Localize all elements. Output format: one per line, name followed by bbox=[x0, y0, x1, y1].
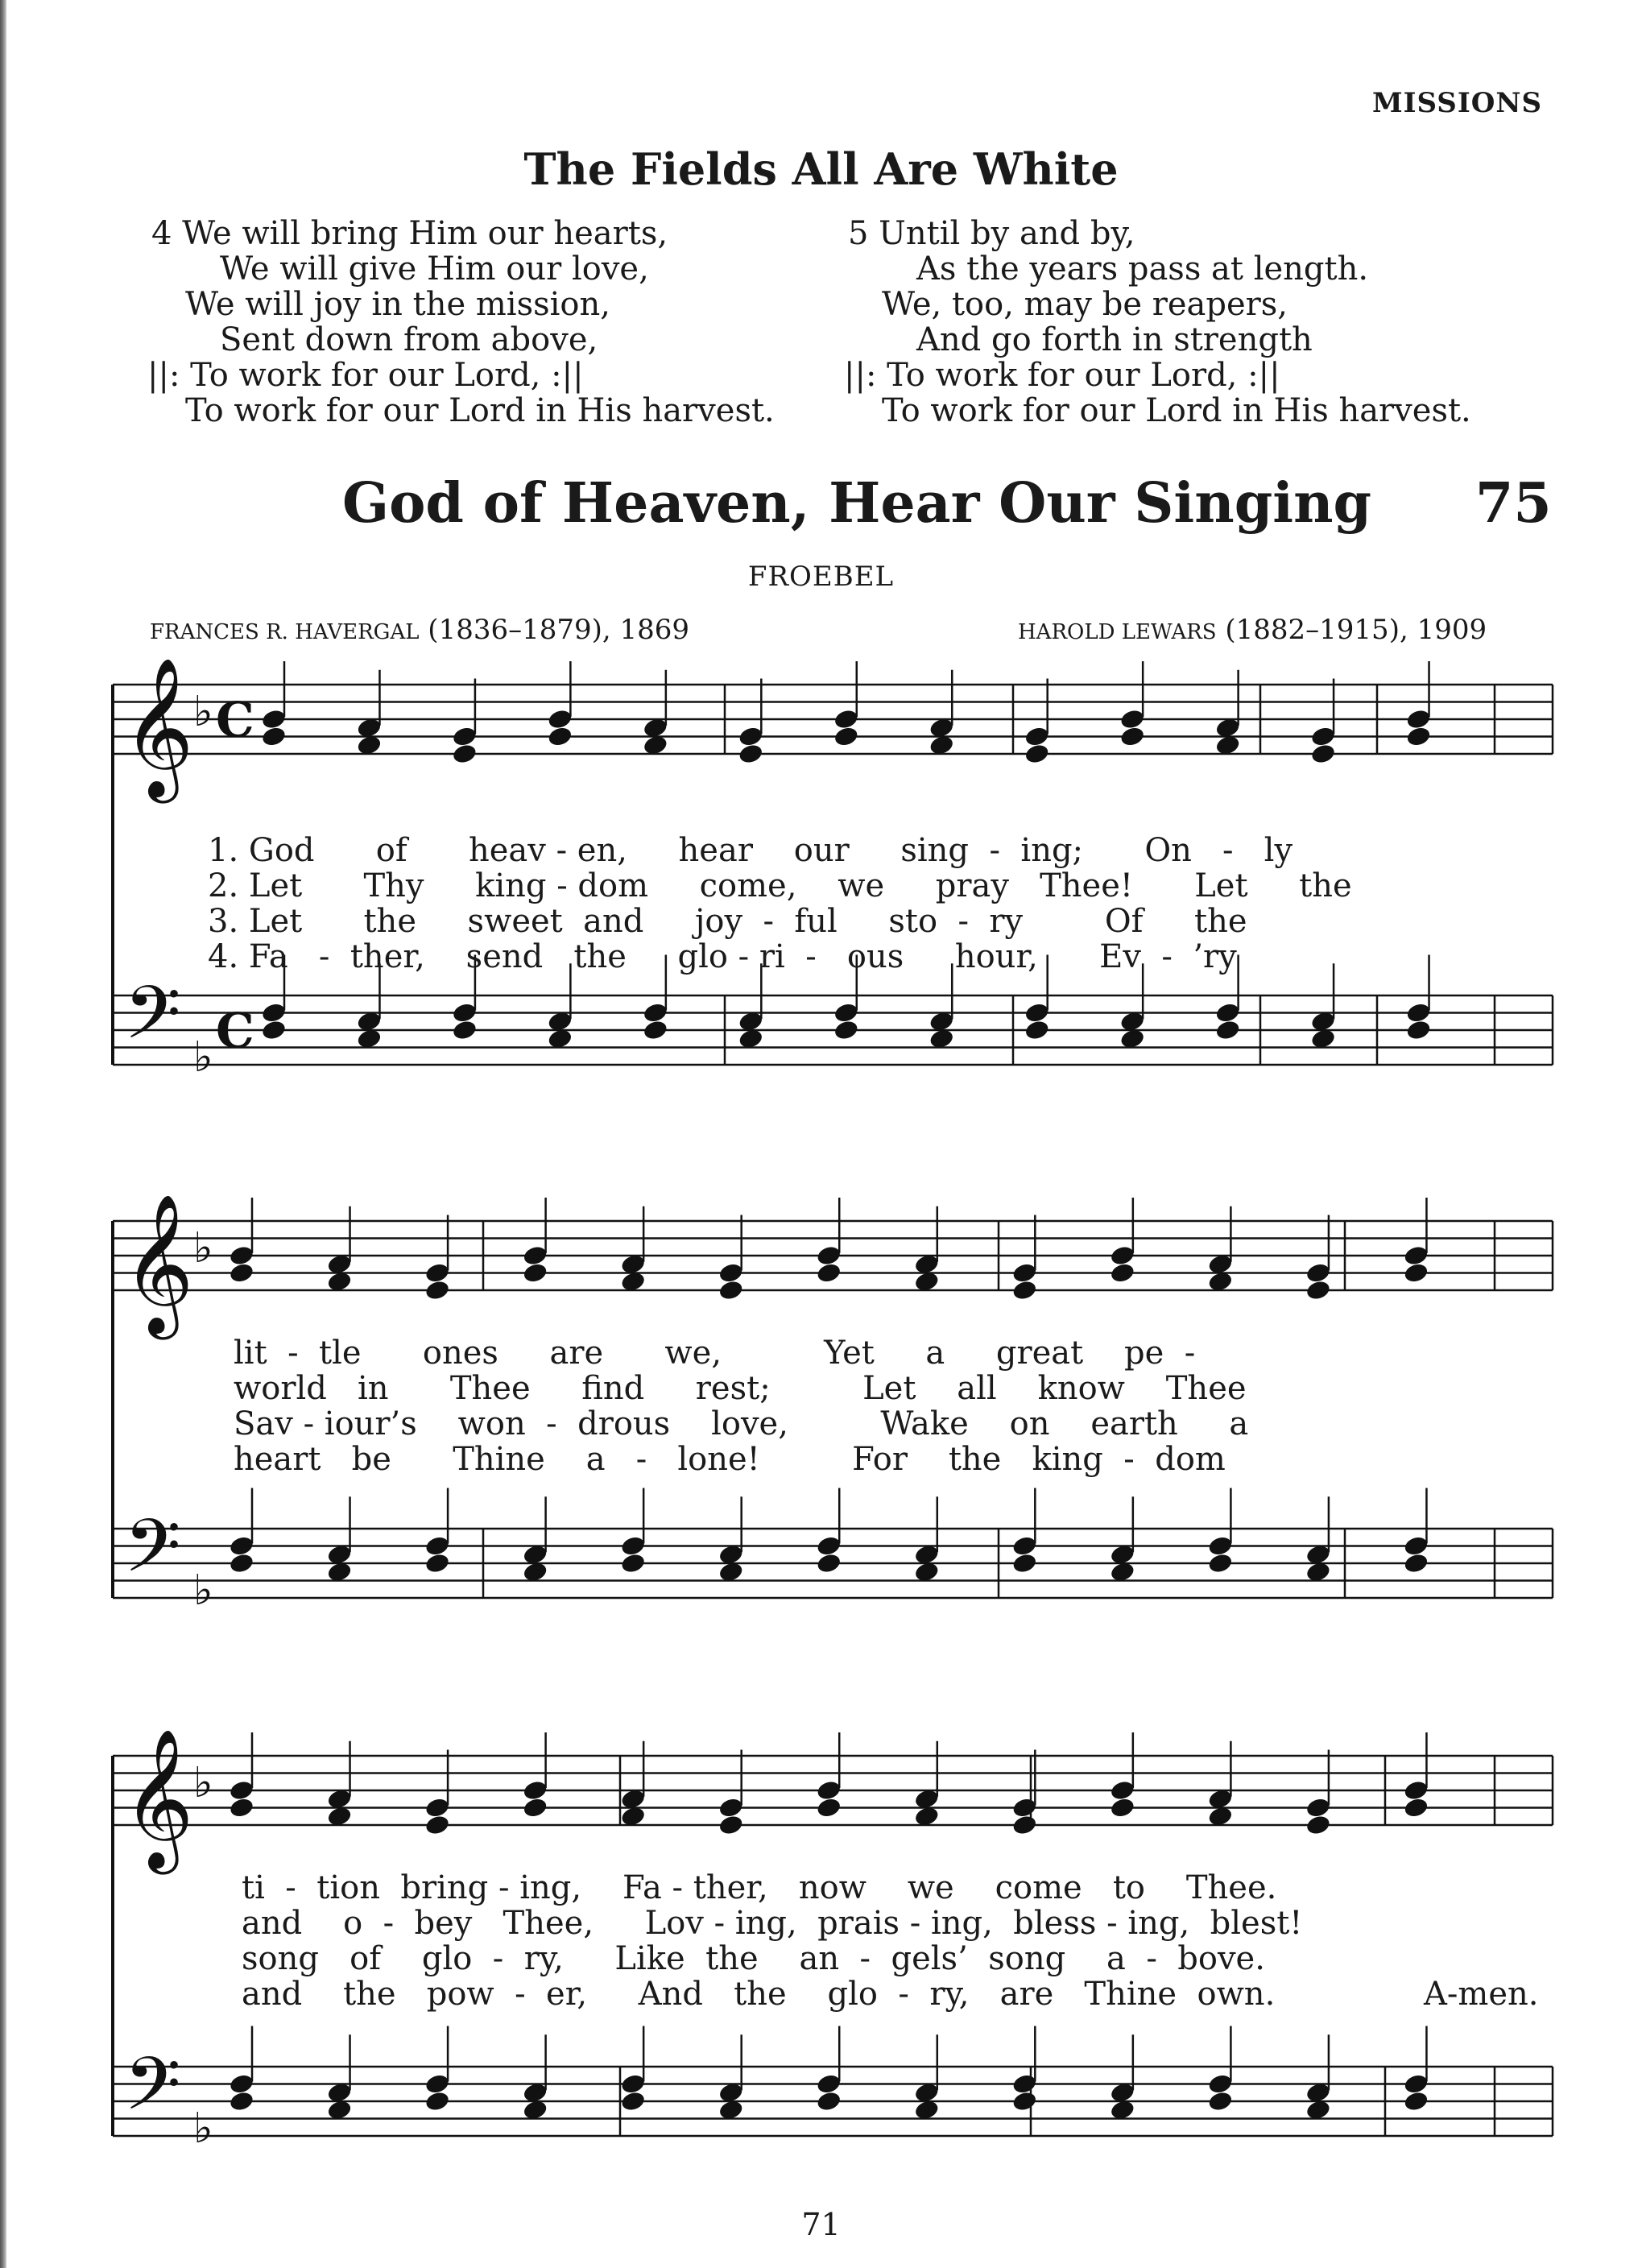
note-head bbox=[1024, 725, 1050, 747]
lyric-line: Sav - iour’s won - drous love, Wake on earth a bbox=[234, 1405, 1249, 1442]
note-head bbox=[816, 1552, 842, 1575]
lyric-line: ti - tion bring - ing, Fa - ther, now we come to Thee. bbox=[242, 1869, 1277, 1906]
note-head bbox=[1305, 1279, 1331, 1302]
note-head bbox=[738, 725, 764, 747]
stanza-line: Until by and by, bbox=[879, 215, 1135, 252]
note-head bbox=[522, 1779, 548, 1802]
stanza-line: We will give Him our love, bbox=[220, 250, 649, 288]
composer-name: HAROLD LEWARS bbox=[1018, 620, 1217, 644]
flat-sign: ♭ bbox=[193, 688, 213, 736]
note-head bbox=[1405, 1019, 1432, 1041]
note-head bbox=[1011, 2090, 1038, 2113]
note-head bbox=[816, 1261, 842, 1284]
note-head bbox=[451, 1001, 478, 1024]
note-head bbox=[816, 1534, 842, 1557]
lyric-line: and o - bey Thee, Lov - ing, prais - ing, bless - ing, blest! bbox=[242, 1905, 1303, 1942]
note-head bbox=[424, 1534, 451, 1557]
note-head bbox=[1403, 2072, 1429, 2095]
note-head bbox=[424, 2072, 451, 2095]
note-head bbox=[522, 1796, 548, 1819]
stanza-line: To work for our Lord in His harvest. bbox=[882, 392, 1471, 429]
note-head bbox=[228, 1244, 254, 1267]
note-head bbox=[1011, 1279, 1038, 1302]
note-head bbox=[1403, 1779, 1429, 1802]
note-head bbox=[1024, 743, 1050, 765]
note-head bbox=[1405, 1001, 1432, 1024]
note-head bbox=[1403, 2090, 1429, 2113]
note-head bbox=[816, 2090, 842, 2113]
note-head bbox=[260, 708, 287, 730]
note-head bbox=[642, 1001, 668, 1024]
stanza-number: 5 bbox=[848, 215, 869, 252]
note-head bbox=[1403, 1244, 1429, 1267]
note-head bbox=[228, 2090, 254, 2113]
note-head bbox=[424, 1796, 451, 1819]
note-head bbox=[1403, 1261, 1429, 1284]
note-head bbox=[1011, 1796, 1038, 1819]
note-head bbox=[228, 1534, 254, 1557]
stanza-line: ||: To work for our Lord, :|| bbox=[147, 357, 584, 394]
note-head bbox=[1305, 1814, 1331, 1836]
section-label: MISSIONS bbox=[1371, 87, 1542, 119]
note-head bbox=[1011, 1534, 1038, 1557]
note-head bbox=[228, 1779, 254, 1802]
note-head bbox=[816, 1796, 842, 1819]
note-head bbox=[522, 1244, 548, 1267]
note-head bbox=[1011, 1552, 1038, 1575]
flat-sign: ♭ bbox=[193, 1033, 213, 1082]
treble-clef: 𝄞 bbox=[122, 1728, 194, 1869]
note-head bbox=[1024, 1001, 1050, 1024]
treble-clef: 𝄞 bbox=[122, 657, 194, 797]
note-head bbox=[833, 725, 859, 747]
note-head bbox=[424, 1261, 451, 1284]
note-head bbox=[451, 743, 478, 765]
note-head bbox=[424, 2090, 451, 2113]
flat-sign: ♭ bbox=[193, 1224, 213, 1273]
time-signature: C bbox=[216, 1003, 254, 1060]
flat-sign: ♭ bbox=[193, 1759, 213, 1807]
bass-clef: 𝄢 bbox=[124, 1503, 181, 1607]
note-head bbox=[228, 1796, 254, 1819]
note-head bbox=[228, 2072, 254, 2095]
note-head bbox=[1310, 725, 1337, 747]
stanza-line: ||: To work for our Lord, :|| bbox=[844, 357, 1280, 394]
note-head bbox=[620, 2072, 647, 2095]
stanza-line: We will joy in the mission, bbox=[185, 286, 610, 323]
note-head bbox=[260, 725, 287, 747]
page-number: 71 bbox=[801, 2207, 841, 2242]
note-head bbox=[424, 1279, 451, 1302]
note-head bbox=[1207, 1552, 1234, 1575]
note-head bbox=[816, 1779, 842, 1802]
note-head bbox=[1011, 1261, 1038, 1284]
note-head bbox=[260, 1019, 287, 1041]
stanza-line: To work for our Lord in His harvest. bbox=[185, 392, 775, 429]
note-head bbox=[718, 1279, 744, 1302]
treble-clef: 𝄞 bbox=[122, 1194, 194, 1334]
note-head bbox=[1011, 1814, 1038, 1836]
lyric-line: 3. Let the sweet and joy - ful sto - ry Of the bbox=[208, 903, 1247, 940]
time-signature: C bbox=[216, 692, 254, 749]
note-head bbox=[1403, 1552, 1429, 1575]
lyrics-system-2 bbox=[234, 1335, 1248, 1477]
note-head bbox=[718, 1814, 744, 1836]
stanza-line: Sent down from above, bbox=[220, 321, 598, 358]
lyric-line: song of glo - ry, Like the an - gels’ song a - bove. bbox=[242, 1940, 1265, 1977]
amen-lyric: A-men. bbox=[1424, 1976, 1539, 2013]
note-head bbox=[1011, 2072, 1038, 2095]
stanza-line: And go forth in strength bbox=[916, 321, 1313, 358]
note-head bbox=[1119, 725, 1146, 747]
note-head bbox=[451, 1019, 478, 1041]
stanza-line: We, too, may be reapers, bbox=[882, 286, 1288, 323]
lyric-line: heart be Thine a - lone! For the king - dom bbox=[234, 1441, 1226, 1478]
stanza-line: We will bring Him our hearts, bbox=[182, 215, 668, 252]
note-head bbox=[1305, 1261, 1331, 1284]
note-head bbox=[642, 1019, 668, 1041]
text-author-name: FRANCES R. HAVERGAL bbox=[150, 620, 420, 644]
bass-clef: 𝄢 bbox=[124, 970, 181, 1074]
note-head bbox=[547, 708, 573, 730]
composer-dates: (1882–1915), 1909 bbox=[1216, 614, 1487, 646]
note-head bbox=[833, 1001, 859, 1024]
stanza-number: 4 bbox=[151, 215, 172, 252]
note-head bbox=[1403, 1534, 1429, 1557]
note-head bbox=[424, 1814, 451, 1836]
note-head bbox=[1214, 1019, 1241, 1041]
note-head bbox=[1207, 1534, 1234, 1557]
lyric-line: world in Thee find rest; Let all know Thee bbox=[234, 1370, 1247, 1407]
note-head bbox=[1207, 2072, 1234, 2095]
note-head bbox=[1207, 2090, 1234, 2113]
note-head bbox=[620, 1534, 647, 1557]
note-head bbox=[1119, 708, 1146, 730]
note-head bbox=[620, 2090, 647, 2113]
lyric-line: lit - tle ones are we, Yet a great pe - bbox=[234, 1335, 1196, 1372]
tune-name: FROEBEL bbox=[747, 561, 895, 593]
note-head bbox=[1024, 1019, 1050, 1041]
note-head bbox=[816, 2072, 842, 2095]
lyrics-system-1 bbox=[208, 833, 1352, 975]
note-head bbox=[1310, 743, 1337, 765]
note-head bbox=[451, 725, 478, 747]
note-head bbox=[1109, 1261, 1135, 1284]
note-head bbox=[522, 1261, 548, 1284]
note-head bbox=[816, 1244, 842, 1267]
lyric-line: 4. Fa - ther, send the glo - ri - ous hour, Ev - ’ry bbox=[208, 938, 1237, 975]
note-head bbox=[1405, 708, 1432, 730]
note-head bbox=[738, 743, 764, 765]
hymn-title: God of Heaven, Hear Our Singing bbox=[342, 471, 1372, 536]
note-head bbox=[1305, 1796, 1331, 1819]
note-head bbox=[1109, 1779, 1135, 1802]
bass-clef: 𝄢 bbox=[124, 2041, 181, 2145]
lyric-line: 2. Let Thy king - dom come, we pray Thee! Let the bbox=[208, 867, 1352, 904]
note-head bbox=[718, 1261, 744, 1284]
note-head bbox=[1109, 1244, 1135, 1267]
note-head bbox=[1403, 1796, 1429, 1819]
flat-sign: ♭ bbox=[193, 2105, 213, 2153]
note-head bbox=[424, 1552, 451, 1575]
note-head bbox=[1405, 725, 1432, 747]
lyrics-system-3 bbox=[242, 1870, 1302, 2012]
note-head bbox=[547, 725, 573, 747]
note-head bbox=[228, 1552, 254, 1575]
note-head bbox=[620, 1552, 647, 1575]
note-head bbox=[228, 1261, 254, 1284]
note-head bbox=[833, 708, 859, 730]
text-author-dates: (1836–1879), 1869 bbox=[419, 614, 690, 646]
note-head bbox=[833, 1019, 859, 1041]
lyric-line: 1. God of heav - en, hear our sing - ing; On - ly bbox=[208, 832, 1293, 869]
prev-hymn-title: The Fields All Are White bbox=[523, 143, 1119, 195]
flat-sign: ♭ bbox=[193, 1566, 213, 1615]
note-head bbox=[260, 1001, 287, 1024]
note-head bbox=[718, 1796, 744, 1819]
lyric-line: and the pow - er, And the glo - ry, are Thine own. bbox=[242, 1976, 1276, 2013]
note-head bbox=[1214, 1001, 1241, 1024]
stanza-line: As the years pass at length. bbox=[916, 250, 1369, 288]
note-head bbox=[1109, 1796, 1135, 1819]
hymn-number: 75 bbox=[1475, 471, 1552, 536]
